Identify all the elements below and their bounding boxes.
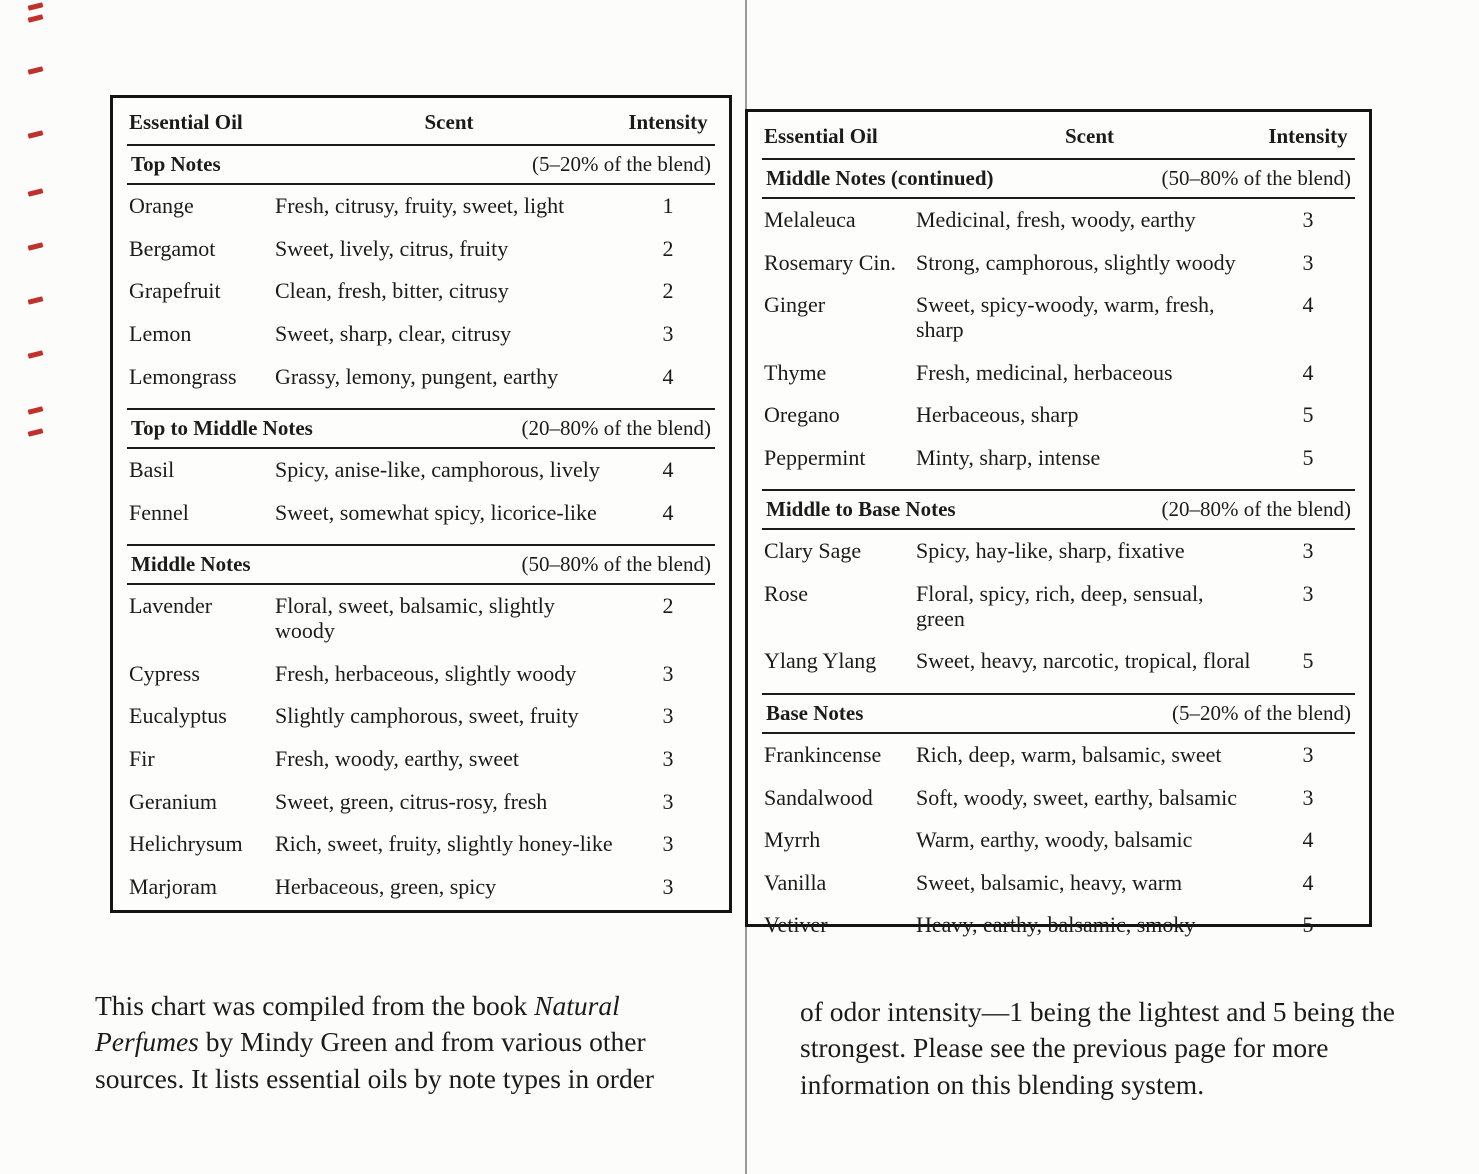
section-title: Base Notes	[766, 700, 864, 725]
oil-name: Fir	[129, 745, 155, 771]
intensity-value: 4	[1302, 869, 1314, 895]
intensity-value: 2	[662, 593, 674, 619]
section-range: (5–20% of the blend)	[1171, 700, 1351, 725]
intensity-value: 2	[662, 235, 674, 261]
section-header-middle-notes	[127, 544, 715, 585]
footnote-left	[95, 988, 723, 1098]
oil-table-right-panel	[745, 109, 1372, 938]
scan-artifact-mark	[28, 406, 44, 414]
oil-row	[127, 823, 715, 866]
oil-name: Frankincense	[764, 741, 882, 767]
section-header-top-notes	[127, 144, 715, 185]
scent-description: Sweet, somewhat spicy, licorice-like	[275, 499, 597, 525]
oil-name: Ginger	[764, 292, 826, 318]
intensity-value: 4	[1302, 292, 1314, 318]
oil-row	[762, 573, 1355, 640]
scent-description: Sweet, heavy, narcotic, tropical, floral	[916, 648, 1251, 674]
scent-description: Sweet, balsamic, heavy, warm	[916, 869, 1183, 895]
footnote-right	[800, 994, 1418, 1104]
column-header-intensity: Intensity	[628, 110, 708, 134]
section-title: Middle to Base Notes	[766, 497, 956, 522]
section-title: Middle Notes	[131, 552, 251, 577]
book-title-italic: Natural Perfumes	[95, 989, 620, 1058]
section-header-middle-to-base-notes	[762, 489, 1355, 530]
section-title: Middle Notes (continued)	[766, 166, 994, 190]
oil-name: Fennel	[129, 499, 189, 525]
column-headers	[762, 118, 1355, 158]
scent-description: Warm, earthy, woody, balsamic	[916, 827, 1193, 853]
oil-row	[127, 356, 715, 399]
oil-table-left-panel	[110, 95, 732, 913]
oil-row	[127, 449, 715, 492]
oil-row	[127, 228, 715, 271]
scent-description: Spicy, hay-like, sharp, fixative	[916, 538, 1185, 564]
scan-artifact-mark	[28, 188, 44, 196]
oil-row	[762, 904, 1355, 947]
oil-name: Bergamot	[129, 235, 216, 261]
column-header-oil: Essential Oil	[764, 124, 878, 148]
scent-description: Rich, sweet, fruity, slightly honey-like	[275, 831, 613, 857]
oil-name: Oregano	[764, 402, 840, 428]
intensity-value: 3	[662, 873, 674, 899]
scent-description: Minty, sharp, intense	[916, 444, 1101, 470]
oil-name: Lemon	[129, 320, 192, 346]
oil-row	[127, 695, 715, 738]
oil-row	[762, 352, 1355, 395]
scent-description: Sweet, sharp, clear, citrusy	[275, 320, 512, 346]
oil-row	[762, 734, 1355, 777]
scent-description: Floral, spicy, rich, deep, sensual, green	[916, 581, 1204, 631]
scent-description: Fresh, woody, earthy, sweet	[275, 745, 519, 771]
intensity-value: 4	[1302, 359, 1314, 385]
section-range: (20–80% of the blend)	[521, 416, 711, 441]
scent-description: Clean, fresh, bitter, citrusy	[275, 278, 509, 304]
oil-row	[762, 199, 1355, 242]
oil-row	[127, 270, 715, 313]
oil-name: Orange	[129, 193, 194, 218]
oil-row	[762, 242, 1355, 285]
oil-name: Grapefruit	[129, 278, 221, 304]
section-range: (50–80% of the blend)	[1161, 166, 1351, 190]
oil-row	[127, 313, 715, 356]
intensity-value: 5	[1302, 648, 1314, 674]
scan-artifact-mark	[28, 66, 44, 74]
column-header-scent: Scent	[424, 110, 474, 134]
oil-name: Vetiver	[764, 912, 828, 938]
oil-row	[762, 530, 1355, 573]
intensity-value: 3	[1302, 538, 1314, 564]
oil-row	[762, 437, 1355, 480]
oil-name: Basil	[129, 457, 175, 483]
oil-row	[127, 738, 715, 781]
intensity-value: 3	[662, 831, 674, 857]
scent-description: Strong, camphorous, slightly woody	[916, 249, 1236, 275]
intensity-value: 3	[1302, 249, 1314, 275]
oil-name: Rose	[764, 581, 808, 606]
intensity-value: 4	[1302, 827, 1314, 853]
oil-name: Lavender	[129, 593, 213, 619]
intensity-value: 4	[662, 499, 674, 525]
column-header-oil: Essential Oil	[129, 110, 243, 134]
scent-description: Herbaceous, green, spicy	[275, 873, 497, 899]
intensity-value: 1	[662, 193, 674, 218]
intensity-value: 3	[662, 745, 674, 771]
oil-row	[762, 862, 1355, 905]
intensity-value: 3	[662, 660, 674, 686]
scent-description: Grassy, lemony, pungent, earthy	[275, 363, 559, 389]
oil-row	[762, 777, 1355, 820]
oil-name: Melaleuca	[764, 207, 856, 232]
intensity-value: 5	[1302, 912, 1314, 938]
column-header-scent: Scent	[1065, 124, 1114, 148]
oil-name: Thyme	[764, 359, 827, 385]
column-header-intensity: Intensity	[1268, 124, 1348, 148]
scan-artifact-mark	[28, 2, 44, 10]
intensity-value: 3	[1302, 741, 1314, 767]
scent-description: Fresh, herbaceous, slightly woody	[275, 660, 577, 686]
scent-description: Fresh, medicinal, herbaceous	[916, 359, 1173, 385]
oil-name: Sandalwood	[764, 784, 873, 810]
oil-name: Vanilla	[764, 869, 827, 895]
scent-description: Sweet, lively, citrus, fruity	[275, 235, 509, 261]
oil-row	[127, 585, 715, 652]
column-headers	[127, 104, 715, 144]
intensity-value: 2	[662, 278, 674, 304]
intensity-value: 3	[662, 788, 674, 814]
footnote-right-text: of odor intensity—1 being the lightest and 5 being the strongest. Please see the previous page for more information on this blending system.	[800, 995, 1395, 1100]
oil-name: Helichrysum	[129, 831, 243, 857]
scent-description: Sweet, green, citrus-rosy, fresh	[275, 788, 548, 814]
intensity-value: 4	[662, 363, 674, 389]
section-range: (20–80% of the blend)	[1161, 497, 1351, 522]
oil-name: Ylang Ylang	[764, 648, 877, 674]
intensity-value: 3	[1302, 784, 1314, 810]
scent-description: Herbaceous, sharp	[916, 402, 1079, 428]
oil-row	[762, 819, 1355, 862]
scent-description: Fresh, citrusy, fruity, sweet, light	[275, 193, 565, 218]
section-header-base-notes	[762, 693, 1355, 734]
oil-row	[127, 781, 715, 824]
intensity-value: 3	[1302, 207, 1314, 232]
scent-description: Rich, deep, warm, balsamic, sweet	[916, 741, 1222, 767]
oil-row	[127, 492, 715, 535]
oil-name: Clary Sage	[764, 538, 862, 564]
section-range: (50–80% of the blend)	[521, 552, 711, 577]
oil-row	[127, 653, 715, 696]
scent-description: Spicy, anise-like, camphorous, lively	[275, 457, 600, 483]
oil-name: Eucalyptus	[129, 703, 227, 729]
footnote-left-text-2: by Mindy Green and from various other sources. It lists essential oils by note types in order	[95, 1026, 655, 1094]
oil-row	[762, 284, 1355, 351]
scent-description: Medicinal, fresh, woody, earthy	[916, 207, 1196, 232]
oil-row	[127, 866, 715, 909]
scent-description: Floral, sweet, balsamic, slightly woody	[275, 593, 555, 643]
intensity-value: 3	[1302, 581, 1314, 606]
intensity-value: 5	[1302, 402, 1314, 428]
oil-name: Rosemary Cin.	[764, 249, 896, 275]
section-header-top-to-middle-notes	[127, 408, 715, 449]
oil-row	[762, 640, 1355, 683]
oil-name: Geranium	[129, 788, 217, 814]
section-range: (5–20% of the blend)	[531, 152, 711, 176]
oil-name: Myrrh	[764, 827, 821, 853]
oil-name: Lemongrass	[129, 363, 237, 389]
intensity-value: 3	[662, 703, 674, 729]
scent-description: Sweet, spicy-woody, warm, fresh, sharp	[916, 292, 1215, 342]
oil-name: Marjoram	[129, 873, 217, 899]
section-title: Top Notes	[131, 152, 221, 176]
oil-name: Peppermint	[764, 444, 866, 470]
scan-artifact-mark	[28, 14, 44, 22]
scan-artifact-mark	[28, 130, 44, 138]
intensity-value: 4	[662, 457, 674, 483]
intensity-value: 5	[1302, 444, 1314, 470]
intensity-value: 3	[662, 320, 674, 346]
scent-description: Soft, woody, sweet, earthy, balsamic	[916, 784, 1237, 810]
scan-artifact-mark	[28, 350, 44, 358]
scent-description: Heavy, earthy, balsamic, smoky	[916, 912, 1196, 938]
section-header-middle-notes-continued	[762, 158, 1355, 199]
scent-description: Slightly camphorous, sweet, fruity	[275, 703, 579, 729]
scan-artifact-mark	[28, 242, 44, 250]
scan-artifact-mark	[28, 428, 44, 436]
section-title: Top to Middle Notes	[131, 416, 313, 441]
scan-artifact-mark	[28, 296, 44, 304]
oil-row	[762, 394, 1355, 437]
oil-row	[127, 185, 715, 228]
footnote-left-text-1: This chart was compiled from the book	[95, 989, 535, 1021]
oil-name: Cypress	[129, 660, 200, 686]
